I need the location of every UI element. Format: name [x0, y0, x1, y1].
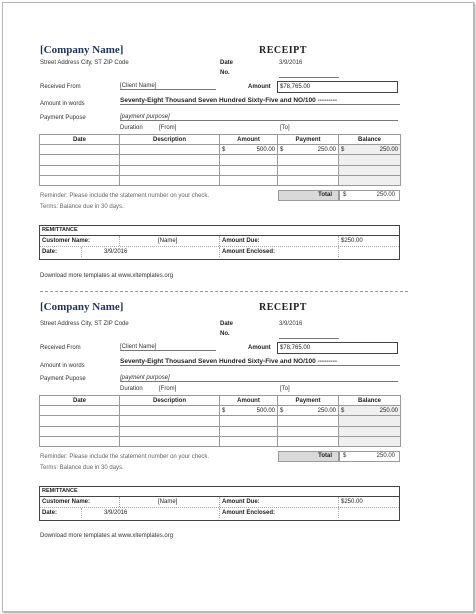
- cell-description[interactable]: [120, 436, 220, 446]
- cell-amount[interactable]: [220, 416, 278, 426]
- cell-balance[interactable]: [339, 155, 401, 165]
- cell-payment[interactable]: [278, 175, 339, 185]
- remittance-row-customer: [40, 236, 399, 247]
- remittance-date-value[interactable]: 3/9/2016: [82, 247, 220, 257]
- total-currency: $: [343, 192, 347, 198]
- remittance-header: REMITTANCE: [40, 487, 399, 497]
- cell-date[interactable]: [40, 145, 120, 155]
- cell-balance[interactable]: [339, 165, 401, 175]
- column-header-balance: Balance: [339, 135, 401, 145]
- company-name: [Company Name]: [40, 44, 124, 56]
- duration-from-field[interactable]: [From]: [159, 125, 177, 131]
- receipt-number-label: No.: [220, 70, 230, 76]
- currency-symbol: $: [222, 146, 226, 153]
- amount-in-words-field[interactable]: Seventy-Eight Thousand Seven Hundred Sixty-Five and NO/100 ---------: [120, 358, 400, 366]
- date-value[interactable]: 3/9/2016: [279, 60, 303, 66]
- column-header-payment: Payment: [278, 396, 339, 406]
- column-header-balance: Balance: [339, 396, 401, 406]
- client-name-field[interactable]: [Client Name]: [120, 344, 216, 351]
- cell-amount[interactable]: [220, 145, 278, 155]
- cell-description[interactable]: [120, 406, 220, 416]
- amount-due-label: Amount Due:: [220, 236, 339, 246]
- total-label: Total: [318, 453, 332, 459]
- cell-amount[interactable]: [220, 406, 278, 416]
- total-label: Total: [318, 192, 332, 198]
- currency-symbol: $: [280, 407, 284, 414]
- payment-purpose-field[interactable]: [payment purpose]: [120, 114, 398, 121]
- total-currency: $: [343, 453, 347, 459]
- cell-payment[interactable]: [278, 406, 339, 416]
- amount-label: Amount: [248, 345, 271, 351]
- cell-date[interactable]: [40, 426, 120, 436]
- line-items-table: [39, 134, 401, 186]
- cell-balance[interactable]: [339, 175, 401, 185]
- remittance-header: REMITTANCE: [40, 226, 399, 236]
- cell-payment[interactable]: [278, 165, 339, 175]
- duration-to-field[interactable]: [To]: [280, 125, 290, 131]
- table-header-row: [40, 396, 401, 406]
- cell-value: 250.00: [317, 407, 336, 414]
- download-link[interactable]: Download more templates at www.xltemplates.org: [40, 533, 174, 539]
- table-row: [40, 406, 401, 416]
- customer-name-label: Customer Name:: [40, 497, 120, 507]
- total-label-cell: [278, 190, 339, 201]
- customer-name-value[interactable]: [Name]: [120, 236, 220, 246]
- line-items-table: [39, 395, 401, 447]
- terms-note: Terms: Balance due in 30 days.: [40, 204, 124, 210]
- amount-field[interactable]: $78,765.00: [277, 81, 398, 93]
- amount-in-words-label: Amount in words: [40, 101, 85, 107]
- duration-from-field[interactable]: [From]: [159, 386, 177, 392]
- currency-symbol: $: [280, 146, 284, 153]
- total-value-cell: [339, 451, 400, 462]
- remittance-row-customer: [40, 497, 399, 508]
- cell-payment[interactable]: [278, 155, 339, 165]
- cell-amount[interactable]: [220, 426, 278, 436]
- cell-payment[interactable]: [278, 416, 339, 426]
- currency-symbol: $: [222, 407, 226, 414]
- amount-enclosed-value[interactable]: [339, 247, 399, 257]
- cell-balance[interactable]: [339, 426, 401, 436]
- download-link[interactable]: Download more templates at www.xltemplates.org: [40, 273, 174, 279]
- cell-balance[interactable]: [339, 436, 401, 446]
- payment-purpose-label: Payment Pupose: [40, 376, 86, 382]
- remittance-date-label: Date:: [40, 508, 82, 518]
- table-header-row: [40, 135, 401, 145]
- column-header-amount: Amount: [220, 396, 278, 406]
- cell-value: 500.00: [256, 146, 275, 153]
- cell-value: 250.00: [379, 146, 398, 153]
- column-header-date: Date: [40, 396, 120, 406]
- company-address: Street Address City, ST ZIP Code: [40, 60, 129, 66]
- cell-description[interactable]: [120, 145, 220, 155]
- amount-label: Amount: [248, 84, 271, 90]
- receipt-title: RECEIPT: [259, 45, 307, 56]
- table-row: [40, 165, 401, 175]
- amount-enclosed-value[interactable]: [339, 508, 399, 518]
- cell-balance[interactable]: [339, 416, 401, 426]
- cell-balance[interactable]: [339, 406, 401, 416]
- cell-amount[interactable]: [220, 175, 278, 185]
- cell-value: 250.00: [379, 407, 398, 414]
- amount-enclosed-label: Amount Enclosed:: [220, 247, 339, 257]
- remittance-row-date: [40, 508, 399, 518]
- cell-amount[interactable]: [220, 155, 278, 165]
- table-row: [40, 145, 401, 155]
- currency-symbol: $: [341, 146, 345, 153]
- amount-due-label: Amount Due:: [220, 497, 339, 507]
- remittance-date-value[interactable]: 3/9/2016: [82, 508, 220, 518]
- receipt-title: RECEIPT: [259, 302, 307, 313]
- remittance-date-label: Date:: [40, 247, 82, 257]
- cell-value: 250.00: [317, 146, 336, 153]
- amount-due-value[interactable]: $250.00: [341, 499, 363, 505]
- amount-in-words-label: Amount in words: [40, 363, 85, 369]
- table-row: [40, 175, 401, 185]
- amount-field[interactable]: $78,765.00: [277, 342, 398, 354]
- payment-purpose-label: Payment Pupose: [40, 115, 86, 121]
- total-value: 250.00: [376, 453, 395, 459]
- remittance-section: [39, 225, 400, 260]
- cell-date[interactable]: [40, 416, 120, 426]
- cell-payment[interactable]: [278, 145, 339, 155]
- cell-description[interactable]: [120, 426, 220, 436]
- duration-label: Duration: [120, 386, 143, 392]
- customer-name-label: Customer Name:: [40, 236, 120, 246]
- cell-date[interactable]: [40, 175, 120, 185]
- cell-payment[interactable]: [278, 426, 339, 436]
- received-from-label: Received From: [40, 84, 81, 90]
- total-label-cell: [278, 451, 339, 462]
- date-label: Date: [220, 321, 234, 327]
- cell-description[interactable]: [120, 165, 220, 175]
- cell-balance[interactable]: [339, 145, 401, 155]
- column-header-description: Description: [120, 396, 220, 406]
- column-header-amount: Amount: [220, 135, 278, 145]
- cell-value: 500.00: [256, 407, 275, 414]
- receipt-number-label: No.: [220, 331, 230, 337]
- cell-date[interactable]: [40, 165, 120, 175]
- date-label: Date: [220, 60, 234, 66]
- column-header-date: Date: [40, 135, 120, 145]
- table-row: [40, 426, 401, 436]
- company-name: [Company Name]: [40, 301, 124, 313]
- receipt-number-value[interactable]: [279, 338, 339, 339]
- duration-to-field[interactable]: [To]: [280, 386, 290, 392]
- reminder-note: Reminder: Please include the statement number on your check.: [40, 193, 210, 199]
- customer-name-value[interactable]: [Name]: [120, 497, 220, 507]
- terms-note: Terms: Balance due in 30 days.: [40, 465, 124, 471]
- received-from-label: Received From: [40, 345, 81, 351]
- cell-description[interactable]: [120, 175, 220, 185]
- cell-amount[interactable]: [220, 436, 278, 446]
- currency-symbol: $: [341, 407, 345, 414]
- client-name-field[interactable]: [Client Name]: [120, 83, 216, 90]
- column-header-description: Description: [120, 135, 220, 145]
- amount-in-words-field[interactable]: Seventy-Eight Thousand Seven Hundred Sixty-Five and NO/100 ---------: [120, 97, 400, 105]
- receipt-number-value[interactable]: [279, 77, 339, 78]
- cut-line-divider: [40, 291, 408, 292]
- table-row: [40, 436, 401, 446]
- cell-amount[interactable]: [220, 165, 278, 175]
- total-value: 250.00: [376, 192, 395, 198]
- reminder-note: Reminder: Please include the statement number on your check.: [40, 454, 210, 460]
- company-address: Street Address City, ST ZIP Code: [40, 321, 129, 327]
- amount-due-value[interactable]: $250.00: [341, 238, 363, 244]
- cell-date[interactable]: [40, 406, 120, 416]
- table-row: [40, 155, 401, 165]
- duration-label: Duration: [120, 125, 143, 131]
- cell-description[interactable]: [120, 416, 220, 426]
- cell-description[interactable]: [120, 155, 220, 165]
- cell-date[interactable]: [40, 436, 120, 446]
- table-row: [40, 416, 401, 426]
- total-value-cell: [339, 190, 400, 201]
- remittance-row-date: [40, 247, 399, 257]
- cell-payment[interactable]: [278, 436, 339, 446]
- column-header-payment: Payment: [278, 135, 339, 145]
- remittance-section: [39, 486, 400, 521]
- amount-enclosed-label: Amount Enclosed:: [220, 508, 339, 518]
- cell-date[interactable]: [40, 155, 120, 165]
- date-value[interactable]: 3/9/2016: [279, 321, 303, 327]
- payment-purpose-field[interactable]: [payment purpose]: [120, 375, 398, 382]
